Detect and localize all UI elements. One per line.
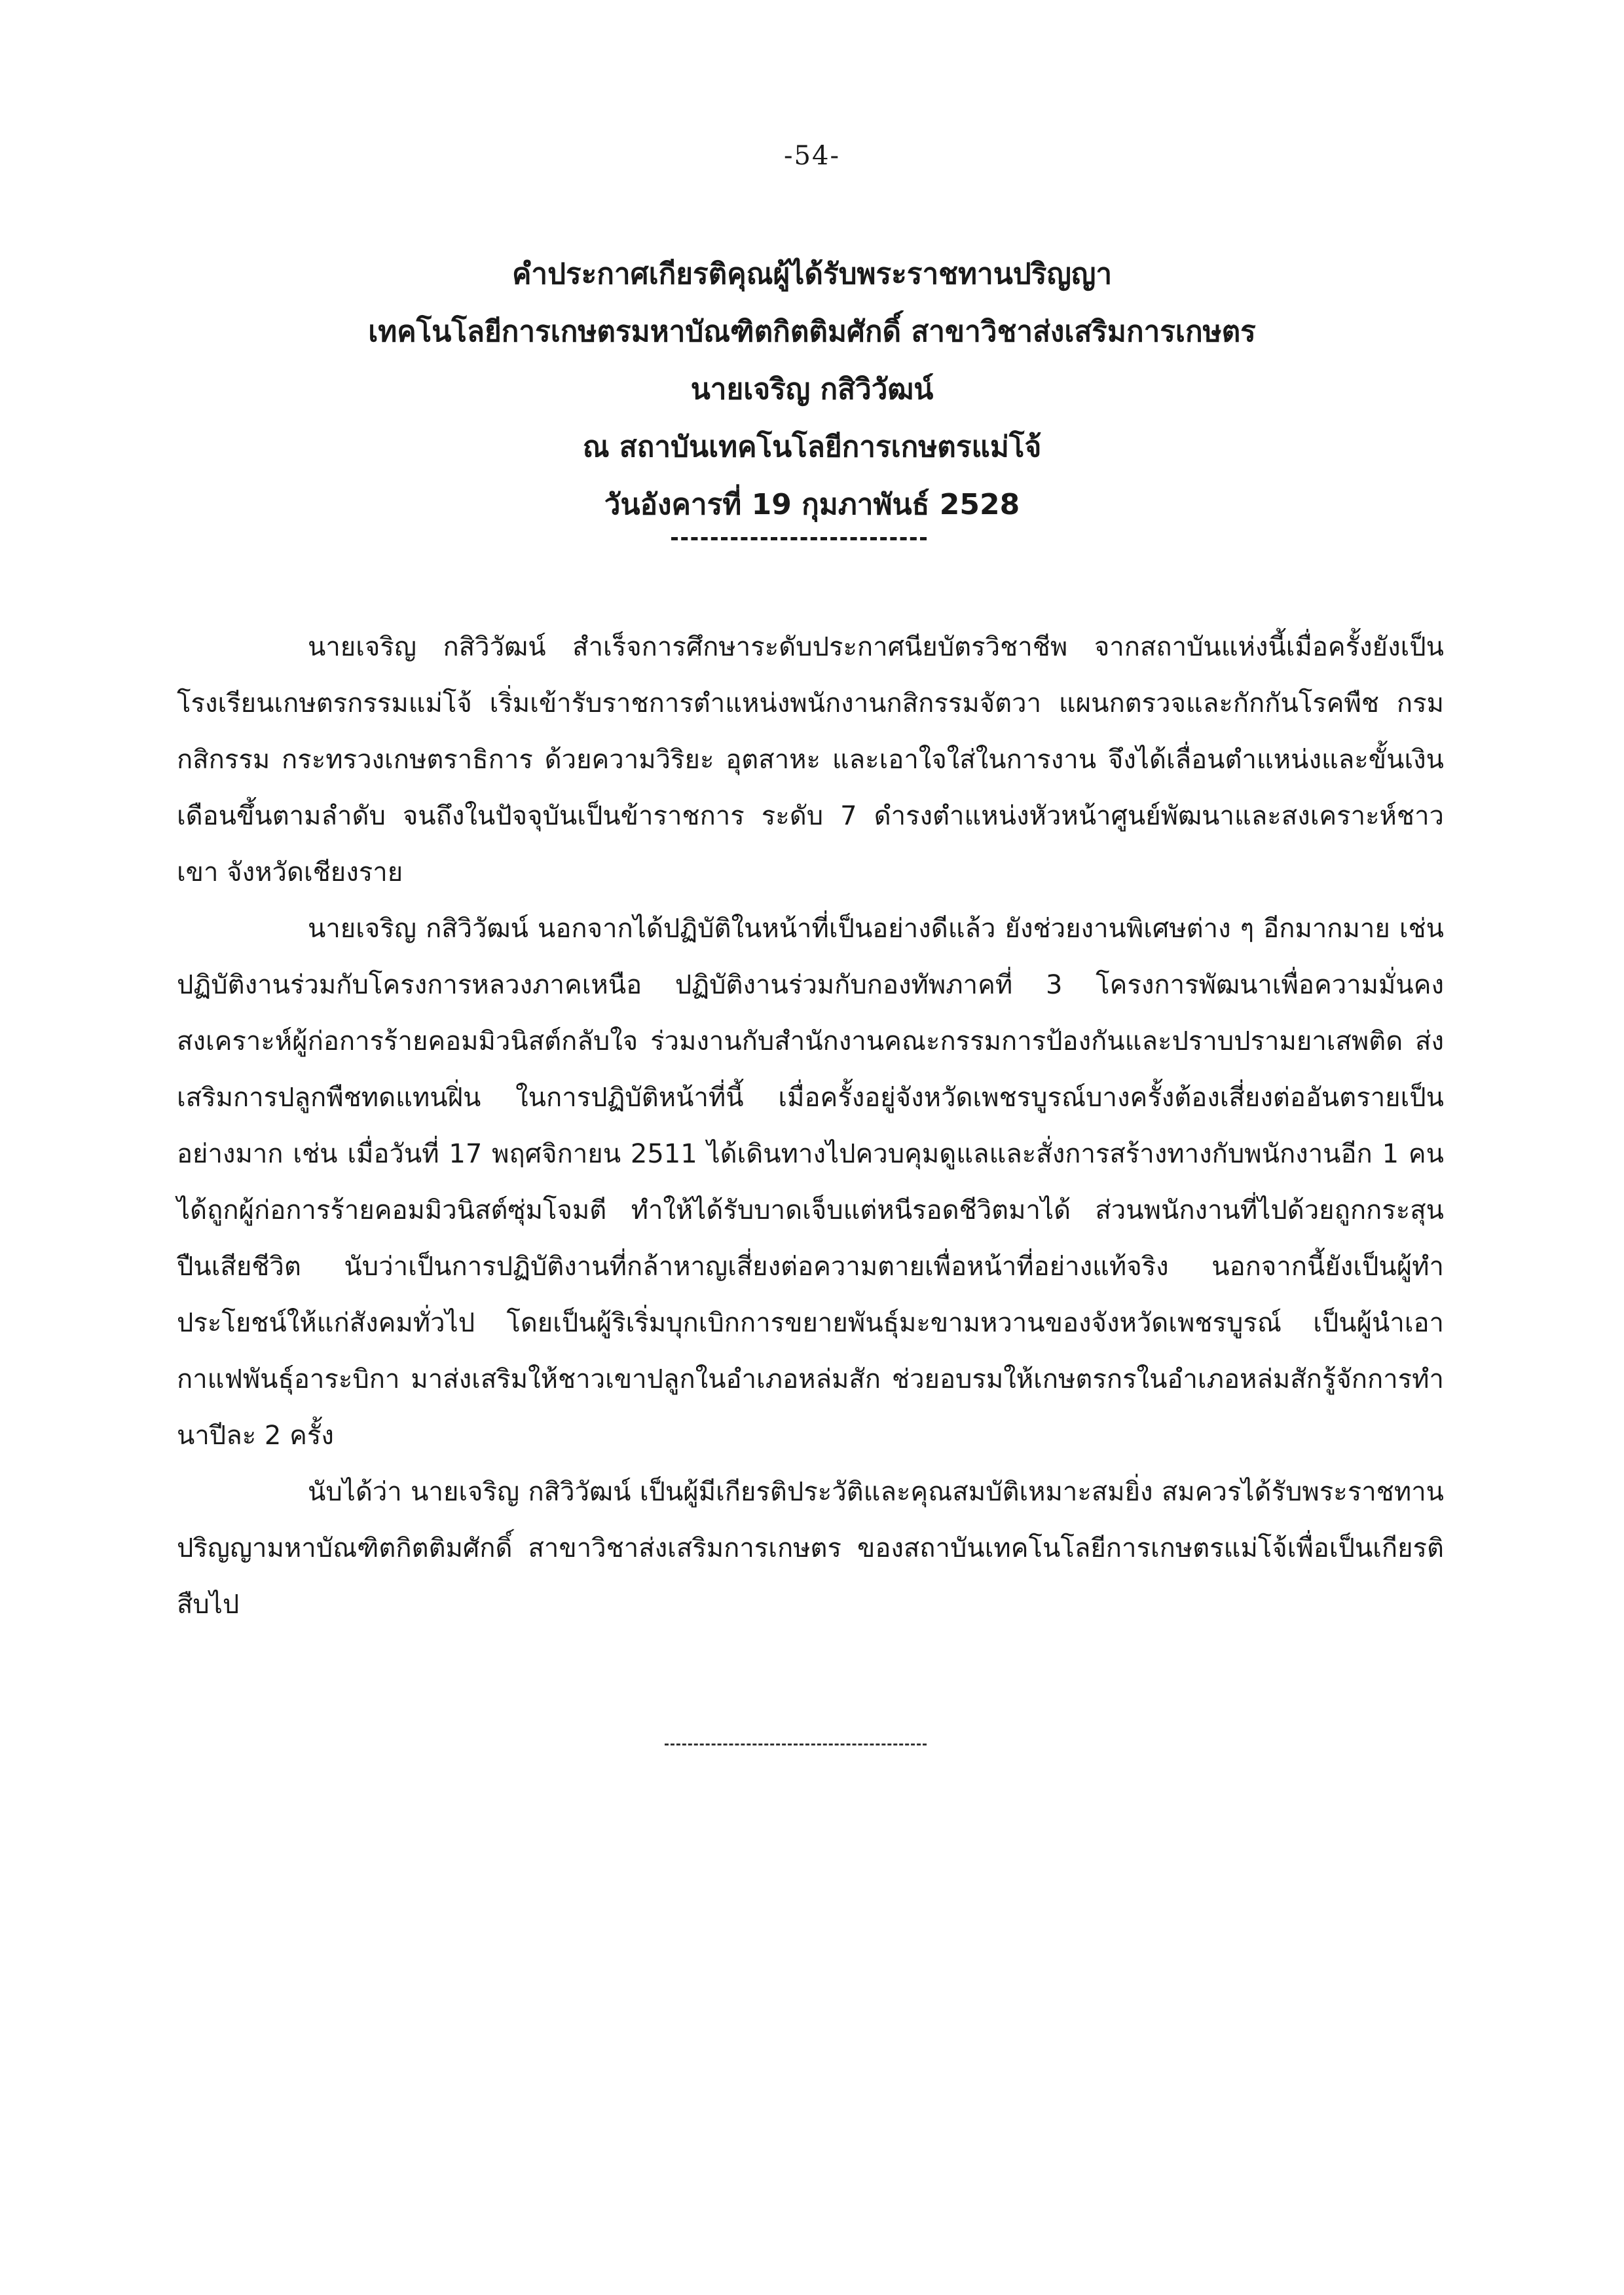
title-line-degree: เทคโนโลยีการเกษตรมหาบัณฑิตกิตติมศักดิ์ สาขาวิชาส่งเสริมการเกษตร: [368, 315, 1256, 348]
paragraph-education-career: นายเจริญ กสิวิวัฒน์ สำเร็จการศึกษาระดับประกาศนียบัตรวิชาชีพ จากสถาบันแห่งนี้เมื่อครั้งยังเป็นโรงเรียนเกษตรกรรมแม่โจ้ เริ่มเข้ารับราชการตำแหน่งพนักงานกสิกรรมจัตวา แผนกตรวจและกักกันโรคพืช กรมกสิกรรม กระทรวงเกษตราธิการ ด้วยความวิริยะ อุตสาหะ และเอาใจใส่ในการงาน จึงได้เลื่อนตำแหน่งและขั้นเงินเดือนขึ้นตามลำดับ จนถึงในปัจจุบันเป็นข้าราชการ ระดับ 7 ดำรงตำแหน่งหัวหน้าศูนย์พัฒนาและสงเคราะห์ชาวเขา จังหวัดเชียงราย: [177, 632, 1444, 887]
title-block: [196, 246, 1428, 534]
page-number: -54-: [784, 141, 840, 171]
body-text: [177, 619, 1444, 1633]
paragraph-special-work: นายเจริญ กสิวิวัฒน์ นอกจากได้ปฏิบัติในหน้าที่เป็นอย่างดีแล้ว ยังช่วยงานพิเศษต่าง ๆ อีกมากมาย เช่น ปฏิบัติงานร่วมกับโครงการหลวงภาคเหนือ ปฏิบัติงานร่วมกับกองทัพภาคที่ 3 โครงการพัฒนาเพื่อความมั่นคง สงเคราะห์ผู้ก่อการร้ายคอมมิวนิสต์กลับใจ ร่วมงานกับสำนักงานคณะกรรมการป้องกันและปราบปรามยาเสพติด ส่งเสริมการปลูกพืชทดแทนฝิ่น ในการปฏิบัติหน้าที่นี้ เมื่อครั้งอยู่จังหวัดเพชรบูรณ์บางครั้งต้องเสี่ยงต่ออันตรายเป็นอย่างมาก เช่น เมื่อวันที่ 17 พฤศจิกายน 2511 ได้เดินทางไปควบคุมดูแลและสั่งการสร้างทางกับพนักงานอีก 1 คน ได้ถูกผู้ก่อการร้ายคอมมิวนิสต์ซุ่มโจมตี ทำให้ได้รับบาดเจ็บแต่หนีรอดชีวิตมาได้ ส่วนพนักงานที่ไปด้วยถูกกระสุนปืนเสียชีวิต นับว่าเป็นการปฏิบัติงานที่กล้าหาญเสี่ยงต่อความตายเพื่อหน้าที่อย่างแท้จริง นอกจากนี้ยังเป็นผู้ทำประโยชน์ให้แก่สังคมทั่วไป โดยเป็นผู้ริเริ่มบุกเบิกการขยายพันธุ์มะขามหวานของจังหวัดเพชรบูรณ์ เป็นผู้นำเอากาแฟพันธุ์อาระบิกา มาส่งเสริมให้ชาวเขาปลูกในอำเภอหล่มสัก ช่วยอบรมให้เกษตรกรในอำเภอหล่มสักรู้จักการทำนาปีละ 2 ครั้ง: [177, 914, 1444, 1451]
paragraph-conclusion: นับได้ว่า นายเจริญ กสิวิวัฒน์ เป็นผู้มีเกียรติประวัติและคุณสมบัติเหมาะสมยิ่ง สมควรได้รับพระราชทานปริญญามหาบัณฑิตกิตติมศักดิ์ สาขาวิชาส่งเสริมการเกษตร ของสถาบันเทคโนโลยีการเกษตรแม่โจ้เพื่อเป็นเกียรติสืบไป: [177, 1477, 1444, 1620]
title-line-institution: ณ สถาบันเทคโนโลยีการเกษตรแม่โจ้: [582, 430, 1042, 464]
title-line-date: วันอังคารที่ 19 กุมภาพันธ์ 2528: [604, 488, 1020, 521]
title-line-citation: คำประกาศเกียรติคุณผู้ได้รับพระราชทานปริญญา: [511, 257, 1113, 291]
title-line-recipient: นายเจริญ กสิวิวัฒน์: [690, 373, 934, 406]
title-divider: [671, 537, 927, 540]
end-divider: [665, 1744, 927, 1745]
